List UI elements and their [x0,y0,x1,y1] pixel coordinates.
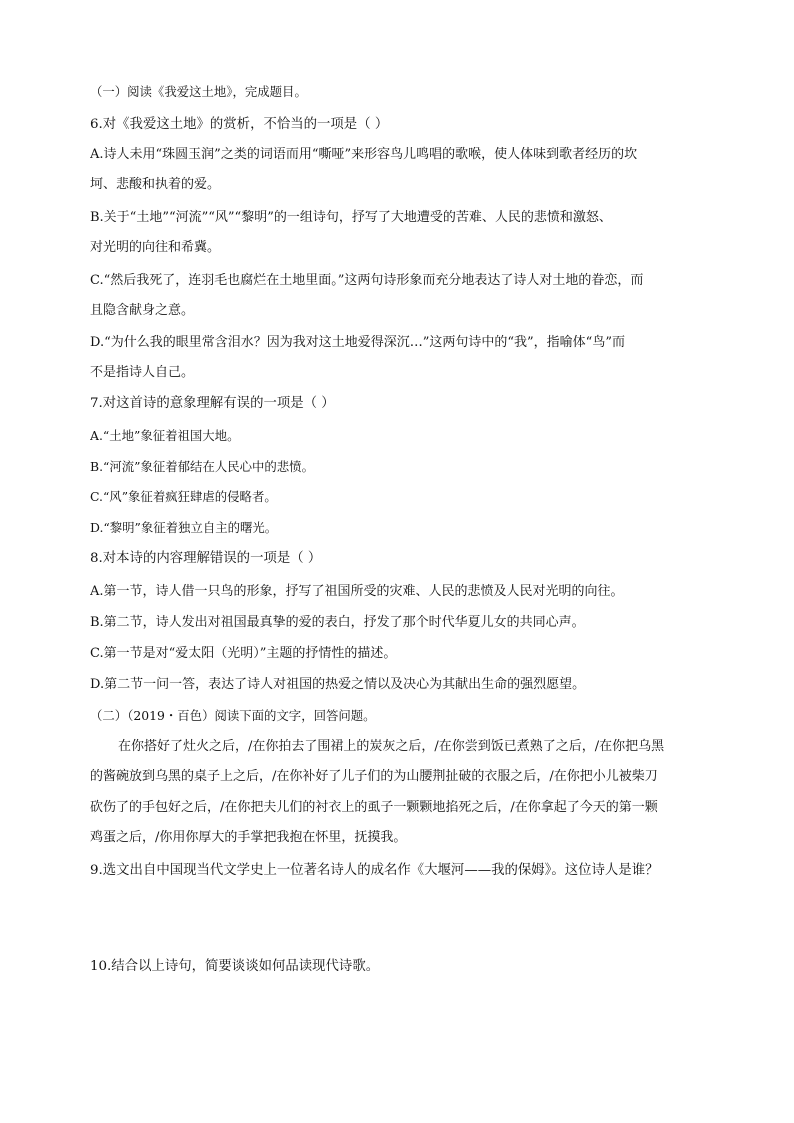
question-7-stem: 7.对这首诗的意象理解有误的一项是（ ） [90,396,335,411]
section-one-title: （一）阅读《我爱这土地》，完成题目。 [90,84,307,99]
question-7-option-b: B.“河流”象征着郁结在人民心中的悲愤。 [90,459,314,474]
question-8-option-d: D.第二节一问一答，表达了诗人对祖国的热爱之情以及决心为其献出生命的强烈愿望。 [90,677,586,692]
question-7-option-d: D.“黎明”象征着独立自主的曙光。 [90,520,278,535]
question-10: 10.结合以上诗句，简要谈谈如何品读现代诗歌。 [90,959,380,974]
question-6-stem: 6.对《我爱这土地》的赏析，不恰当的一项是（ ） [90,117,389,132]
question-6-option-c-line1: C.“然后我死了，连羽毛也腐烂在土地里面。”这两句诗形象而充分地表达了诗人对土地的眷恋，而 [90,273,644,288]
question-9: 9.选文出自中国现当代文学史上一位著名诗人的成名作《大堰河——我的保姆》。这位诗人是谁？ [90,863,659,878]
question-8-option-a: A.第一节，诗人借一只鸟的形象，抒写了祖国所受的灾难、人民的悲愤及人民对光明的向往。 [90,584,624,599]
question-8-option-b: B.第二节，诗人发出对祖国最真挚的爱的表白，抒发了那个时代华夏儿女的共同心声。 [90,615,585,630]
question-6-option-a-line2: 坷、悲酸和执着的爱。 [90,177,221,192]
question-7-option-a: A.“土地”象征着祖国大地。 [90,428,240,443]
question-6-option-d-line1: D.“为什么我的眼里常含泪水？因为我对这土地爱得深沉…”这两句诗中的“我”，指喻体“鸟”而 [90,335,625,350]
passage-line-3: 砍伤了的手包好之后，/在你把夫儿们的衬衣上的虱子一颗颗地掐死之后，/在你拿起了今天的第一颗 [90,800,658,815]
passage-line-1: 在你搭好了灶火之后，/在你拍去了围裙上的炭灰之后，/在你尝到饭已煮熟了之后，/在你把乌黑 [118,739,665,754]
question-8-stem: 8.对本诗的内容理解错误的一项是（ ） [90,551,322,566]
question-6-option-b-line1: B.关于“土地”“河流”“风”“黎明”的一组诗句，抒写了大地遭受的苦难、人民的悲愤和激怒、 [90,210,612,225]
section-two-title: （二）（2019・百色）阅读下面的文字，回答问题。 [90,708,376,723]
question-8-option-c: C.第一节是对“爱太阳（光明）”主题的抒情性的描述。 [90,646,397,661]
question-6-option-c-line2: 且隐含献身之意。 [90,303,195,318]
passage-line-2: 的酱碗放到乌黑的桌子上之后，/在你补好了儿子们的为山腰荆扯破的衣服之后，/在你把小儿被柴刀 [90,769,658,784]
question-6-option-a-line1: A.诗人未用“珠圆玉润”之类的词语而用“嘶哑”来形容鸟儿鸣唱的歌喉，使人体味到歌者经历的坎 [90,147,638,162]
question-6-option-d-line2: 不是指诗人自己。 [90,365,195,380]
question-6-option-b-line2: 对光明的向往和希冀。 [90,240,221,255]
passage-line-4: 鸡蛋之后，/你用你厚大的手掌把我抱在怀里，抚摸我。 [90,830,407,845]
question-7-option-c: C.“风”象征着疯狂肆虐的侵略者。 [90,489,277,504]
